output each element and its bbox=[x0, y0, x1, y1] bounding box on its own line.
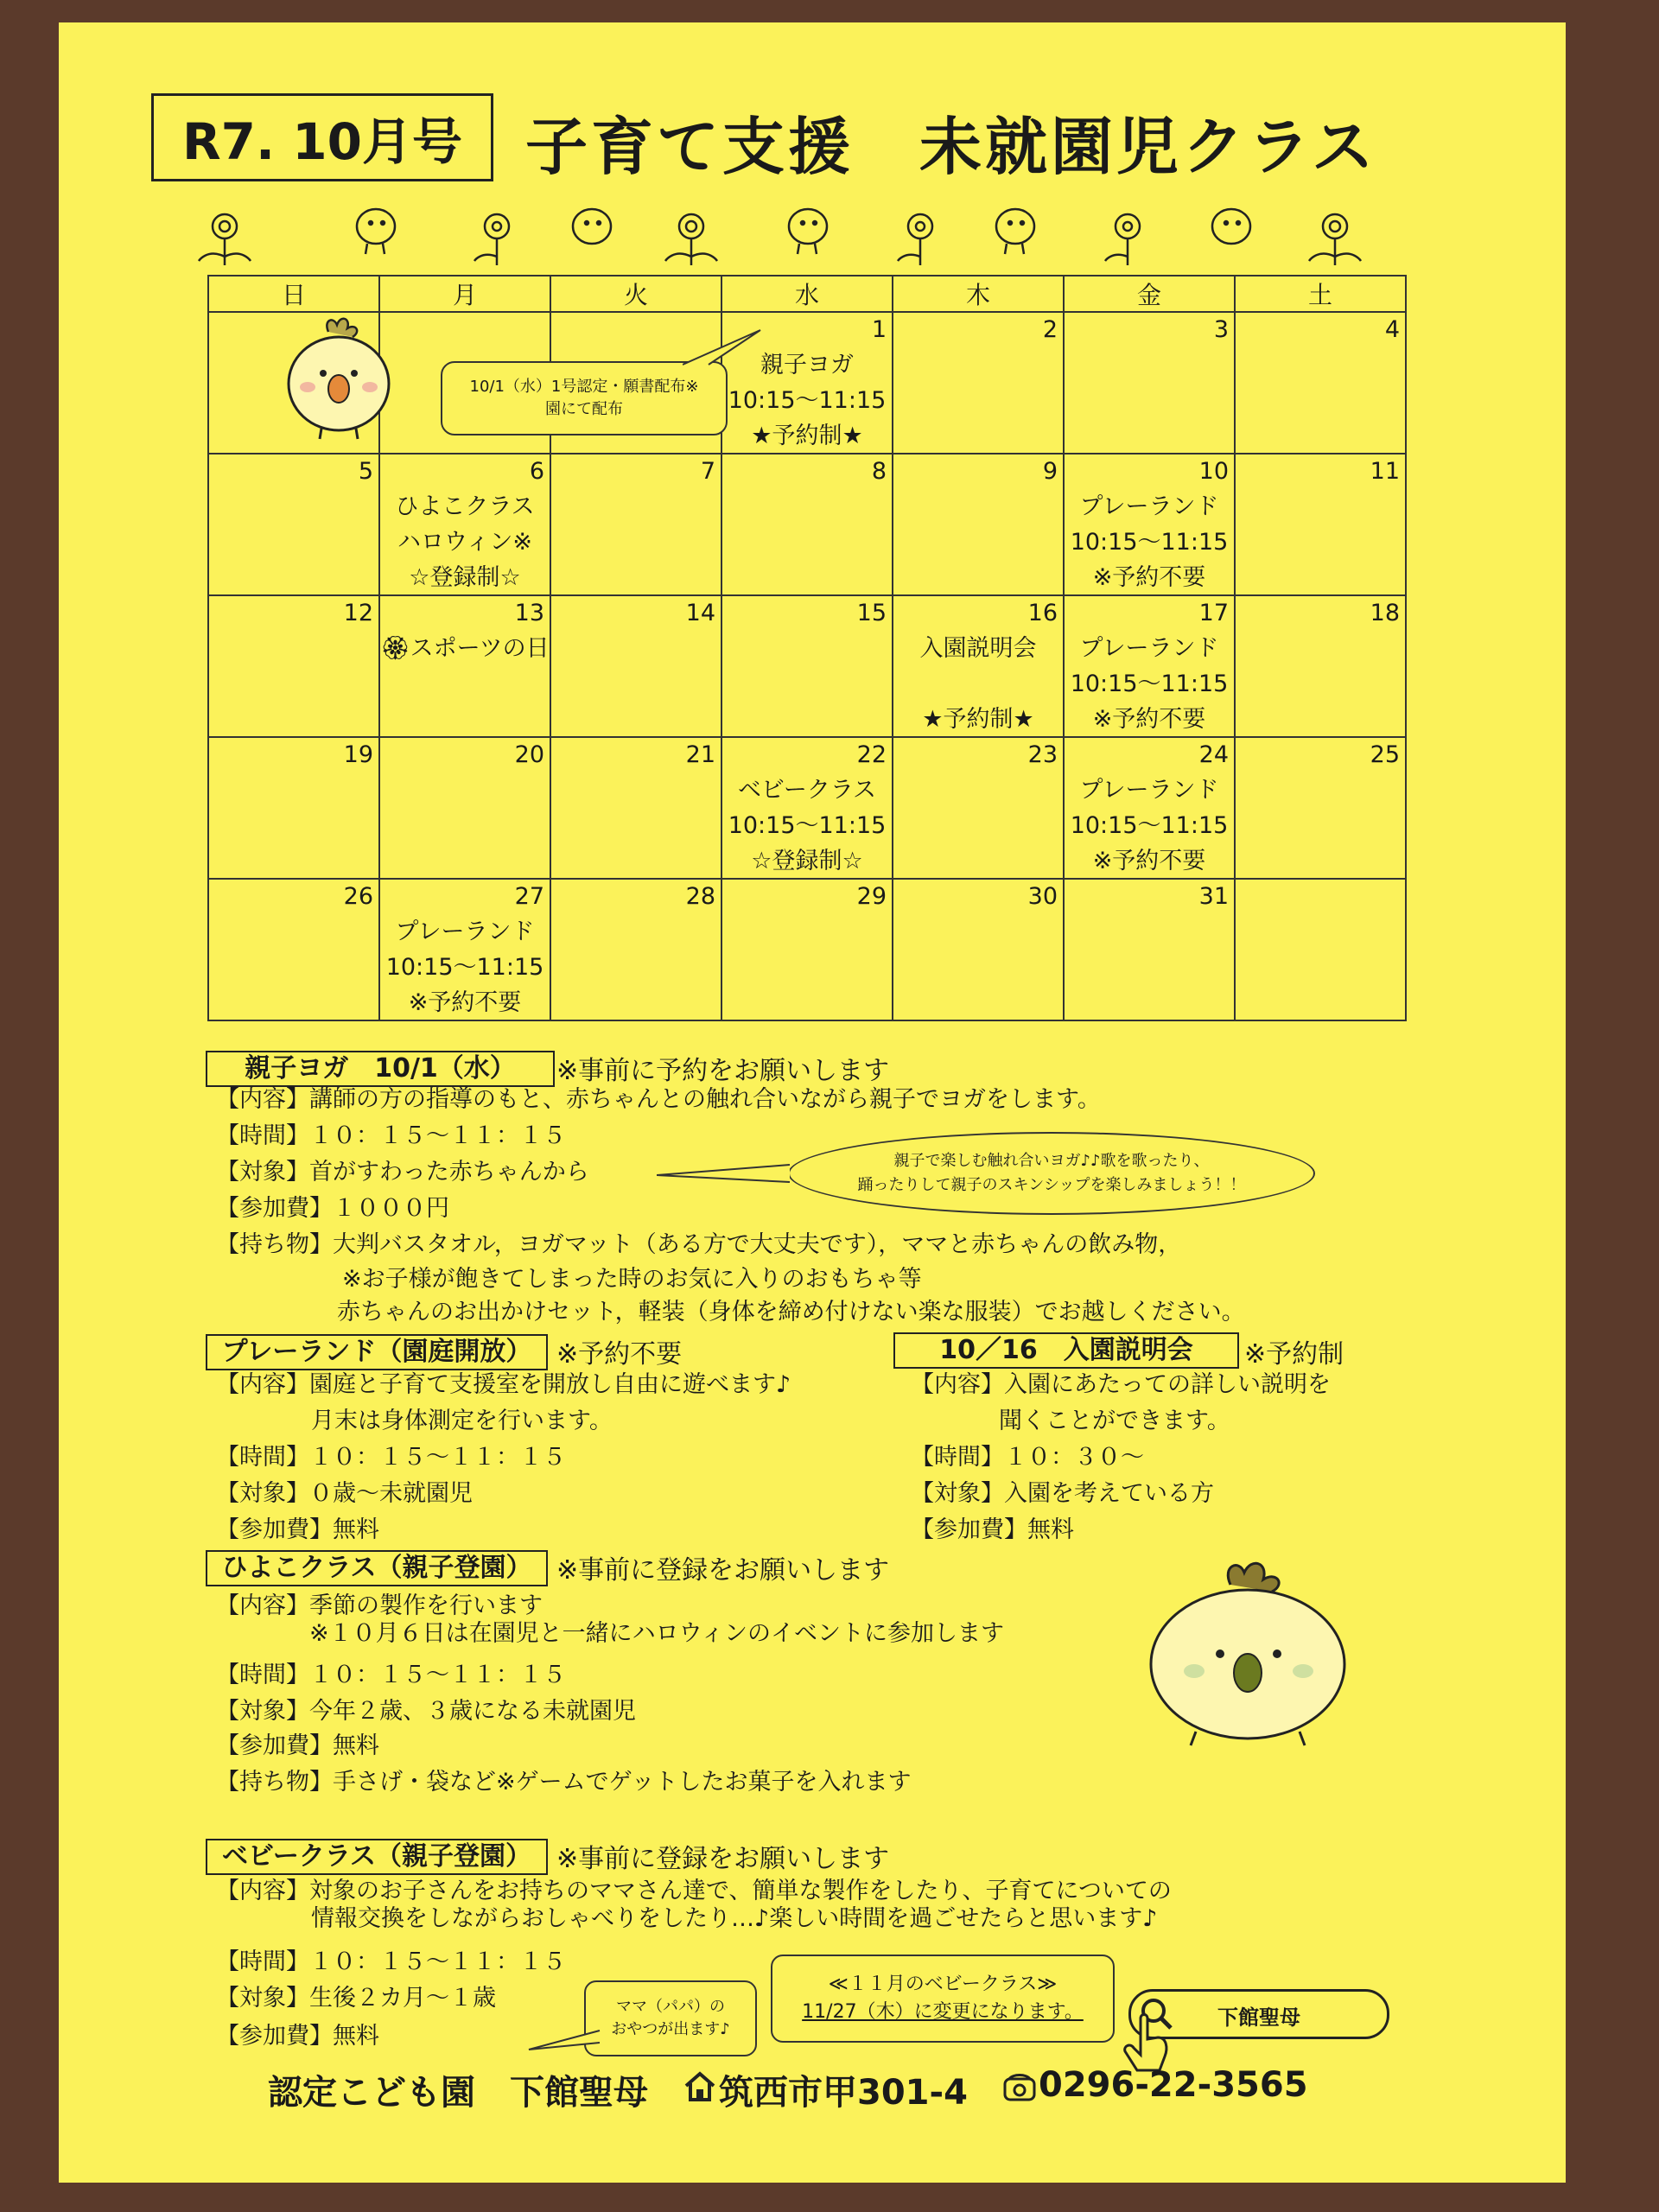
baby-target: 【対象】生後２カ月～１歳 bbox=[216, 1985, 496, 2012]
bubble-tail bbox=[683, 327, 769, 370]
snack-bubble-tail bbox=[525, 2027, 603, 2053]
calendar-day-cell bbox=[721, 737, 893, 879]
bubble-line-2: 園にて配布 bbox=[545, 400, 623, 418]
snack-line-2: おやつが出ます♪ bbox=[611, 2020, 730, 2038]
briefing-fee: 【参加費】無料 bbox=[911, 1516, 1074, 1543]
yoga-items-1: 【持ち物】大判バスタオル，ヨガマット（ある方で大丈夫です），ママと赤ちゃんの飲み物， bbox=[216, 1231, 1182, 1258]
chick-illustration bbox=[270, 313, 408, 442]
day-number: 17 bbox=[1198, 600, 1229, 626]
day-number: 10 bbox=[1198, 458, 1229, 485]
event-line: 10:15～11:15 bbox=[728, 812, 887, 839]
weekday-thu: 木 bbox=[893, 276, 1064, 312]
event-line: プレーランド bbox=[395, 918, 535, 945]
snack-line-1: ママ（パパ）の bbox=[616, 1998, 725, 2016]
day-number: 3 bbox=[1213, 316, 1229, 343]
calendar-day-cell bbox=[721, 879, 893, 1020]
event-line: 親子ヨガ bbox=[760, 352, 854, 378]
calendar-day-cell bbox=[1064, 454, 1235, 595]
baby-heading: ベビークラス（親子登園） bbox=[206, 1839, 548, 1875]
snack-speech-bubble bbox=[584, 1980, 757, 2056]
hiyoko-heading: ひよこクラス（親子登園） bbox=[206, 1550, 548, 1586]
day-number: 8 bbox=[871, 458, 887, 485]
calendar-week-row bbox=[208, 879, 1406, 1020]
hiyoko-target: 【対象】今年２歳、３歳になる未就園児 bbox=[216, 1698, 636, 1725]
calendar-week-row bbox=[208, 595, 1406, 737]
yoga-time: 【時間】１０：１５～１１：１５ bbox=[216, 1122, 566, 1149]
november-title: ≪１１月のベビークラス≫ bbox=[828, 1974, 1058, 1995]
event-line: ★予約制★ bbox=[751, 423, 863, 449]
hiyoko-content-2: ※１０月６日は在園児と一緒にハロウィンのイベントに参加します bbox=[309, 1620, 1005, 1647]
calendar-day-cell bbox=[550, 737, 721, 879]
event-line: ※予約不要 bbox=[1092, 848, 1206, 874]
yoga-items-2: ※お子様が飽きてしまった時のお気に入りのおもちゃ等 bbox=[342, 1266, 922, 1293]
calendar-day-cell bbox=[1235, 595, 1406, 737]
day-event bbox=[893, 631, 1063, 737]
home-icon bbox=[683, 2070, 717, 2103]
event-line: ひよこクラス bbox=[395, 493, 535, 520]
hiyoko-fee: 【参加費】無料 bbox=[216, 1732, 379, 1759]
event-line: プレーランド bbox=[1079, 777, 1219, 804]
event-line: 10:15～11:15 bbox=[1070, 812, 1229, 839]
november-notice bbox=[771, 1955, 1115, 2043]
weekday-tue: 火 bbox=[550, 276, 721, 312]
calendar-day-cell bbox=[379, 879, 550, 1020]
hiyoko-items: 【持ち物】手さげ・袋など※ゲームでゲットしたお菓子を入れます bbox=[216, 1769, 912, 1796]
baby-time: 【時間】１０：１５～１１：１５ bbox=[216, 1948, 566, 1975]
day-number: 5 bbox=[358, 458, 373, 485]
calendar-day-cell bbox=[721, 595, 893, 737]
calendar-day-cell bbox=[893, 454, 1064, 595]
briefing-note: ※予約制 bbox=[1244, 1339, 1344, 1370]
calendar-day-cell bbox=[550, 595, 721, 737]
yoga-items-3: 赤ちゃんのお出かけセット，軽装（身体を締め付けない楽な服装）でお越しください。 bbox=[337, 1299, 1245, 1325]
event-line: 10:15～11:15 bbox=[1070, 671, 1229, 697]
event-line: ※予約不要 bbox=[1092, 564, 1206, 591]
phone-icon bbox=[1002, 2072, 1037, 2103]
yoga-bubble-line-2: 踊ったりして親子のスキンシップを楽しみましょう！！ bbox=[857, 1176, 1246, 1194]
calendar-day-cell bbox=[893, 312, 1064, 454]
baby-content-1: 【内容】対象のお子さんをお持ちのママさん達で、簡単な製作をしたり、子育てについての bbox=[216, 1878, 1172, 1904]
event-line bbox=[893, 666, 1063, 702]
weekday-mon: 月 bbox=[379, 276, 550, 312]
calendar-day-cell bbox=[208, 737, 379, 879]
day-number: 21 bbox=[685, 741, 715, 768]
calendar-day-cell bbox=[893, 879, 1064, 1020]
event-line: 10:15～11:15 bbox=[1070, 529, 1229, 556]
event-line: ※予約不要 bbox=[1092, 706, 1206, 733]
playland-time: 【時間】１０：１５～１１：１５ bbox=[216, 1444, 566, 1471]
calendar-day-cell bbox=[379, 454, 550, 595]
day-number: 31 bbox=[1198, 883, 1229, 910]
calendar-day-cell bbox=[1064, 879, 1235, 1020]
day-number: 24 bbox=[1198, 741, 1229, 768]
calendar-day-cell bbox=[550, 454, 721, 595]
playland-content-2: 月末は身体測定を行います。 bbox=[311, 1408, 613, 1434]
day-number: 27 bbox=[514, 883, 544, 910]
calendar-day-cell bbox=[208, 879, 379, 1020]
playland-content-1: 【内容】園庭と子育て支援室を開放し自由に遊べます♪ bbox=[216, 1371, 791, 1398]
event-line: 入園説明会 bbox=[919, 635, 1037, 662]
yoga-target: 【対象】首がすわった赤ちゃんから bbox=[216, 1159, 589, 1185]
big-chick-illustration bbox=[1141, 1555, 1357, 1754]
calendar-day-cell bbox=[893, 595, 1064, 737]
day-number: 4 bbox=[1384, 316, 1400, 343]
baby-content-2: 情報交換をしながらおしゃべりをしたり…♪楽しい時間を過ごせたらと思います♪ bbox=[311, 1905, 1158, 1932]
day-number: 12 bbox=[343, 600, 373, 626]
day-number: 29 bbox=[856, 883, 887, 910]
yoga-speech-bubble bbox=[788, 1132, 1315, 1215]
briefing-heading: 10／16 入園説明会 bbox=[893, 1332, 1239, 1369]
day-event bbox=[380, 631, 550, 666]
calendar-week-row bbox=[208, 737, 1406, 879]
day-number: 28 bbox=[685, 883, 715, 910]
yoga-bubble-line-1: 親子で楽しむ触れ合いヨガ♪♪歌を歌ったり、 bbox=[893, 1152, 1210, 1170]
calendar-day-cell bbox=[1235, 879, 1406, 1020]
flower-chick-decoration bbox=[173, 200, 1400, 270]
playland-fee: 【参加費】無料 bbox=[216, 1516, 379, 1543]
calendar-day-cell bbox=[379, 737, 550, 879]
calendar-week-row bbox=[208, 454, 1406, 595]
day-event bbox=[380, 489, 550, 595]
briefing-content-2: 聞くことができます。 bbox=[999, 1408, 1230, 1434]
playland-heading: プレーランド（園庭開放） bbox=[206, 1334, 548, 1370]
calendar-day-cell bbox=[208, 454, 379, 595]
yoga-bubble-tail bbox=[657, 1161, 795, 1187]
calendar-day-cell bbox=[1064, 737, 1235, 879]
day-event bbox=[1065, 772, 1234, 879]
footer-school-name: 認定こども園 下館聖母 bbox=[268, 2073, 648, 2113]
day-number: 19 bbox=[343, 741, 373, 768]
event-line: ★予約制★ bbox=[922, 706, 1034, 733]
search-text: 下館聖母 bbox=[1217, 2005, 1300, 2030]
baby-note: ※事前に登録をお願いします bbox=[556, 1844, 890, 1874]
day-number: 20 bbox=[514, 741, 544, 768]
day-number: 7 bbox=[700, 458, 715, 485]
calendar-day-cell bbox=[1235, 737, 1406, 879]
day-number: 2 bbox=[1042, 316, 1058, 343]
event-line: ベビークラス bbox=[737, 777, 877, 804]
calendar-day-cell bbox=[1064, 312, 1235, 454]
day-number: 6 bbox=[529, 458, 544, 485]
event-line: ※予約不要 bbox=[408, 989, 522, 1016]
yoga-note: ※事前に予約をお願いします bbox=[556, 1056, 890, 1086]
calendar-speech-bubble bbox=[441, 361, 728, 435]
calendar-day-cell bbox=[1064, 595, 1235, 737]
event-line: プレーランド bbox=[1079, 635, 1219, 662]
yoga-fee: 【参加費】１０００円 bbox=[216, 1195, 449, 1222]
november-date: 11/27（木）に変更になります。 bbox=[802, 2001, 1084, 2023]
footer-address: 筑西市甲301-4 bbox=[719, 2073, 968, 2113]
day-event bbox=[380, 914, 550, 1020]
day-number: 16 bbox=[1027, 600, 1058, 626]
day-event bbox=[1065, 631, 1234, 737]
calendar-day-cell bbox=[1235, 312, 1406, 454]
day-event bbox=[1065, 489, 1234, 595]
calendar-day-cell bbox=[1235, 454, 1406, 595]
event-line: ☆登録制☆ bbox=[751, 848, 863, 874]
calendar-day-cell bbox=[550, 879, 721, 1020]
weekday-fri: 金 bbox=[1064, 276, 1235, 312]
briefing-target: 【対象】入園を考えている方 bbox=[911, 1480, 1214, 1507]
playland-target: 【対象】０歳～未就園児 bbox=[216, 1480, 473, 1507]
day-number: 26 bbox=[343, 883, 373, 910]
bubble-line-1: 10/1（水）1号認定・願書配布※ bbox=[469, 378, 699, 396]
briefing-content-1: 【内容】入園にあたっての詳しい説明を bbox=[911, 1371, 1331, 1398]
briefing-time: 【時間】１０：３０～ bbox=[911, 1444, 1144, 1471]
day-number: 22 bbox=[856, 741, 887, 768]
yoga-content: 【内容】講師の方の指導のもと、赤ちゃんとの触れ合いながら親子でヨガをします。 bbox=[216, 1086, 1101, 1113]
event-line: プレーランド bbox=[1079, 493, 1219, 520]
calendar-day-cell bbox=[379, 595, 550, 737]
day-number: 23 bbox=[1027, 741, 1058, 768]
weekday-sat: 土 bbox=[1235, 276, 1406, 312]
event-line: 10:15～11:15 bbox=[728, 387, 887, 414]
footer-phone: 0296-22-3565 bbox=[1039, 2065, 1308, 2105]
event-line: 🏵スポーツの日 bbox=[380, 635, 550, 662]
calendar-day-cell bbox=[208, 595, 379, 737]
hiyoko-content-1: 【内容】季節の製作を行います bbox=[216, 1592, 543, 1619]
event-line: ハロウィン※ bbox=[397, 529, 532, 556]
day-number: 25 bbox=[1370, 741, 1400, 768]
day-number: 15 bbox=[856, 600, 887, 626]
baby-fee: 【参加費】無料 bbox=[216, 2023, 379, 2050]
day-number: 18 bbox=[1370, 600, 1400, 626]
issue-label: R7. 10月号 bbox=[151, 93, 493, 181]
day-number: 13 bbox=[514, 600, 544, 626]
hiyoko-time: 【時間】１０：１５～１１：１５ bbox=[216, 1662, 566, 1688]
day-event bbox=[722, 772, 892, 879]
calendar-day-cell bbox=[893, 737, 1064, 879]
page-title: 子育て支援 未就園児クラス bbox=[525, 111, 1377, 183]
event-line: 10:15～11:15 bbox=[385, 954, 544, 981]
weekday-wed: 水 bbox=[721, 276, 893, 312]
playland-note: ※予約不要 bbox=[556, 1339, 683, 1370]
day-number: 14 bbox=[685, 600, 715, 626]
hiyoko-note: ※事前に登録をお願いします bbox=[556, 1555, 890, 1586]
day-number: 30 bbox=[1027, 883, 1058, 910]
day-number: 9 bbox=[1042, 458, 1058, 485]
weekday-sun: 日 bbox=[208, 276, 379, 312]
day-number: 11 bbox=[1370, 458, 1400, 485]
calendar-day-cell bbox=[721, 454, 893, 595]
day-number: 1 bbox=[871, 316, 887, 343]
yoga-heading: 親子ヨガ 10/1（水） bbox=[206, 1051, 555, 1087]
event-line: ☆登録制☆ bbox=[409, 564, 521, 591]
